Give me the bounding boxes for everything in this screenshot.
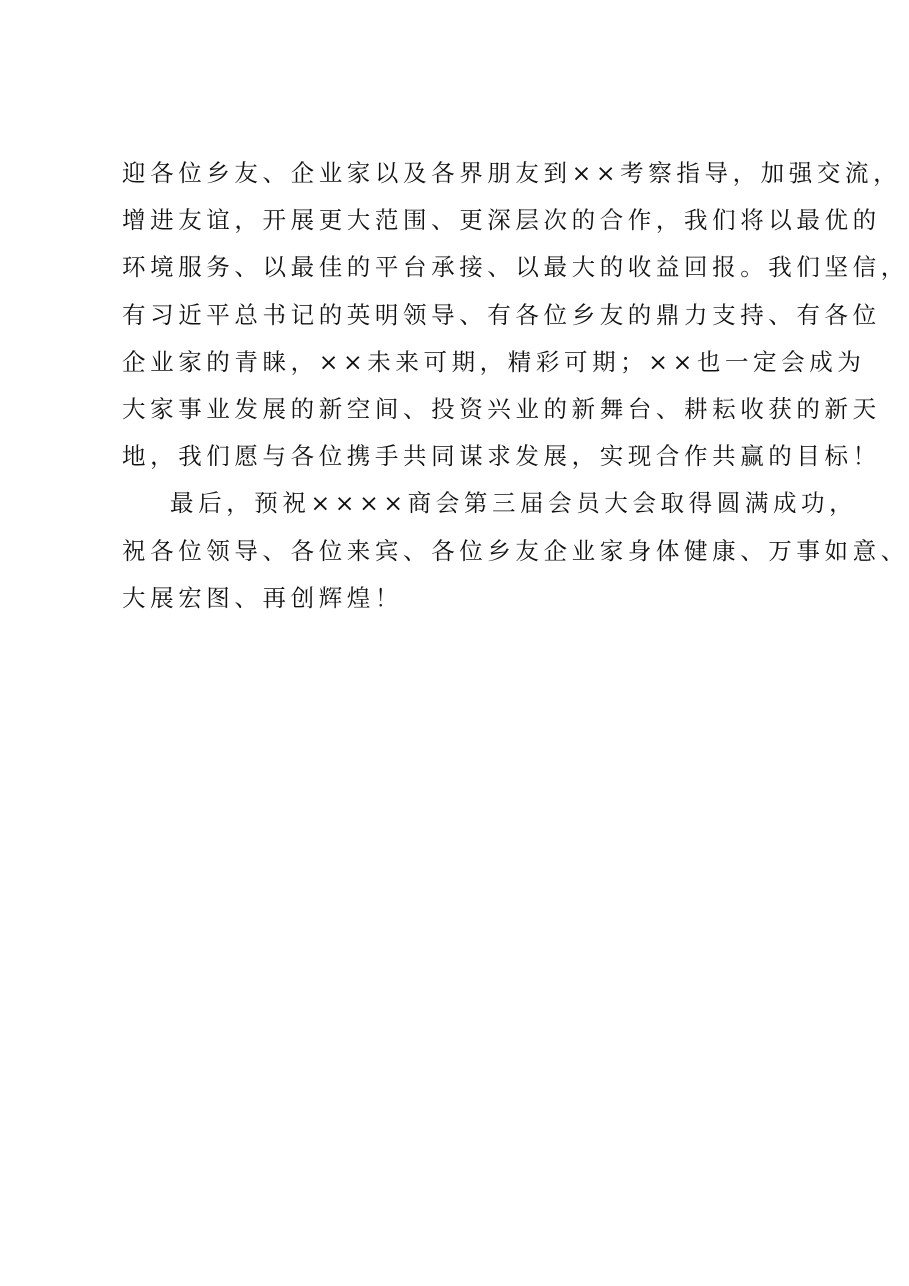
- text-line: 迎各位乡友、企业家以及各界朋友到××考察指导，加强交流，: [122, 159, 902, 187]
- text-line: 祝各位领导、各位来宾、各位乡友企业家身体健康、万事如意、: [122, 536, 909, 565]
- text-line: 大家事业发展的新空间、投资兴业的新舞台、耕耘收获的新天: [122, 394, 881, 423]
- paragraph-invitation: [122, 150, 909, 480]
- text-line: 大展宏图、再创辉煌！: [122, 583, 403, 612]
- text-line: 有习近平总书记的英明领导、有各位乡友的鼎力支持、有各位: [122, 300, 881, 329]
- text-line: 增进友谊，开展更大范围、更深层次的合作，我们将以最优的: [122, 206, 881, 235]
- paragraph-closing-wishes: [122, 480, 909, 622]
- text-line: 企业家的青睐，××未来可期，精彩可期；××也一定会成为: [122, 347, 866, 376]
- text-line: 地，我们愿与各位携手共同谋求发展，实现合作共赢的目标！: [122, 442, 881, 471]
- text-line: 最后，预祝××××商会第三届会员大会取得圆满成功，: [170, 489, 858, 518]
- document-body: [122, 150, 909, 622]
- text-line: 环境服务、以最佳的平台承接、以最大的收益回报。我们坚信，: [122, 253, 909, 282]
